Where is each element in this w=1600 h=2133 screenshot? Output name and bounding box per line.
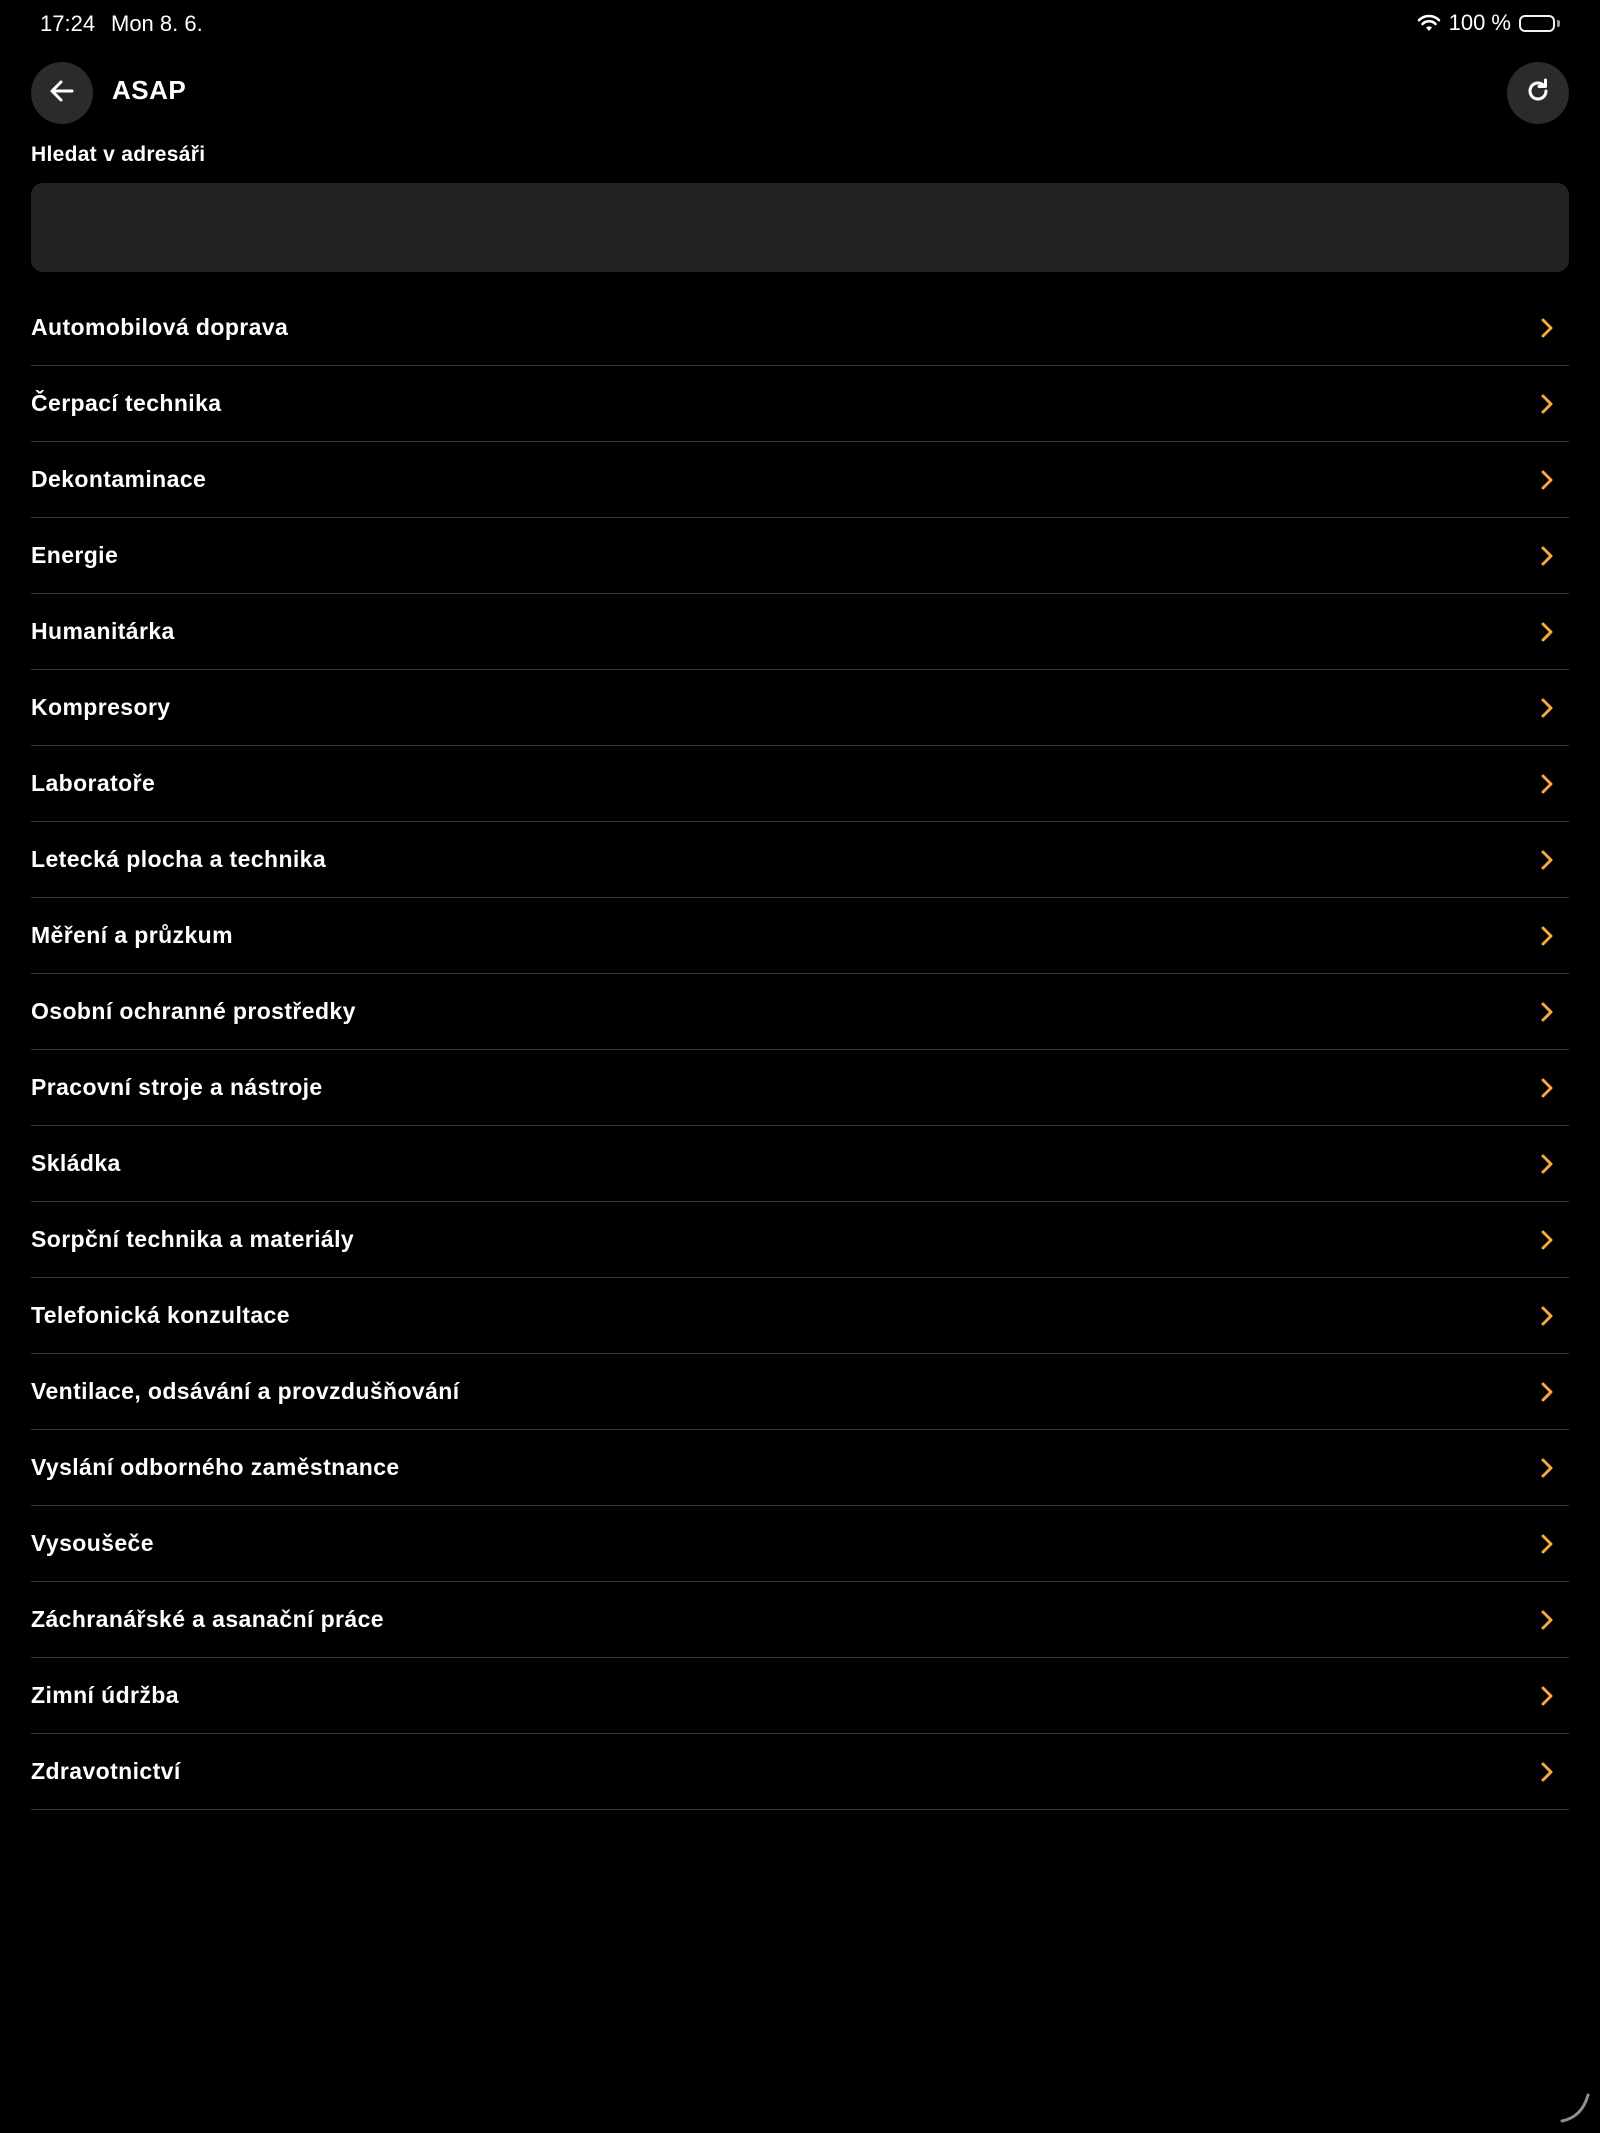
back-button[interactable]: [31, 62, 93, 124]
category-item[interactable]: [31, 1050, 1569, 1126]
category-label: Vyslání odborného zaměstnance: [31, 1454, 400, 1480]
chevron-right-icon: [1537, 926, 1557, 946]
category-label: Zdravotnictví: [31, 1758, 181, 1784]
category-label: Záchranářské a asanační práce: [31, 1606, 384, 1632]
refresh-button[interactable]: [1507, 62, 1569, 124]
category-item[interactable]: [31, 594, 1569, 670]
category-label: Vysoušeče: [31, 1530, 154, 1556]
search-label: Hledat v adresáři: [31, 143, 206, 166]
category-item[interactable]: [31, 974, 1569, 1050]
category-label: Sorpční technika a materiály: [31, 1226, 355, 1252]
category-item[interactable]: [31, 1202, 1569, 1278]
category-item[interactable]: [31, 746, 1569, 822]
category-item[interactable]: [31, 1582, 1569, 1658]
wifi-icon: [1417, 14, 1441, 32]
category-label: Osobní ochranné prostředky: [31, 998, 356, 1024]
battery-percentage: 100 %: [1448, 10, 1511, 35]
category-label: Kompresory: [31, 694, 171, 720]
arrow-left-icon: [48, 77, 76, 110]
page-title: ASAP: [112, 75, 187, 105]
chevron-right-icon: [1537, 318, 1557, 338]
category-item[interactable]: [31, 670, 1569, 746]
status-bar: [0, 0, 1600, 50]
status-date: Mon 8. 6.: [111, 11, 203, 36]
category-label: Ventilace, odsávání a provzdušňování: [31, 1378, 460, 1404]
chevron-right-icon: [1537, 622, 1557, 642]
category-label: Měření a průzkum: [31, 922, 233, 948]
chevron-right-icon: [1537, 1458, 1557, 1478]
category-label: Energie: [31, 542, 119, 568]
category-label: Humanitárka: [31, 618, 175, 644]
status-indicators: [1417, 10, 1560, 36]
chevron-right-icon: [1537, 1078, 1557, 1098]
category-label: Telefonická konzultace: [31, 1302, 290, 1328]
battery-icon: [1519, 15, 1560, 32]
category-label: Letecká plocha a technika: [31, 846, 327, 872]
chevron-right-icon: [1537, 850, 1557, 870]
category-item[interactable]: [31, 1658, 1569, 1734]
chevron-right-icon: [1537, 470, 1557, 490]
category-item[interactable]: [31, 1278, 1569, 1354]
category-item[interactable]: [31, 290, 1569, 366]
search-input[interactable]: [31, 183, 1569, 272]
chevron-right-icon: [1537, 394, 1557, 414]
chevron-right-icon: [1537, 1762, 1557, 1782]
category-item[interactable]: [31, 366, 1569, 442]
navigation-header: [31, 62, 1569, 124]
refresh-icon: [1524, 77, 1552, 110]
category-item[interactable]: [31, 898, 1569, 974]
chevron-right-icon: [1537, 1610, 1557, 1630]
chevron-right-icon: [1537, 1002, 1557, 1022]
category-item[interactable]: [31, 822, 1569, 898]
category-label: Pracovní stroje a nástroje: [31, 1074, 323, 1100]
chevron-right-icon: [1537, 1534, 1557, 1554]
category-item[interactable]: [31, 1126, 1569, 1202]
status-time: 17:24: [40, 11, 96, 36]
category-item[interactable]: [31, 1430, 1569, 1506]
category-label: Čerpací technika: [31, 390, 222, 416]
chevron-right-icon: [1537, 1686, 1557, 1706]
category-item[interactable]: [31, 442, 1569, 518]
chevron-right-icon: [1537, 1306, 1557, 1326]
category-item[interactable]: [31, 1354, 1569, 1430]
category-list: [31, 290, 1569, 1810]
chevron-right-icon: [1537, 1382, 1557, 1402]
resize-handle[interactable]: [1558, 2091, 1592, 2125]
category-label: Dekontaminace: [31, 466, 207, 492]
chevron-right-icon: [1537, 546, 1557, 566]
chevron-right-icon: [1537, 1230, 1557, 1250]
category-label: Skládka: [31, 1150, 121, 1176]
category-item[interactable]: [31, 1734, 1569, 1810]
category-item[interactable]: [31, 518, 1569, 594]
chevron-right-icon: [1537, 774, 1557, 794]
category-item[interactable]: [31, 1506, 1569, 1582]
chevron-right-icon: [1537, 698, 1557, 718]
chevron-right-icon: [1537, 1154, 1557, 1174]
category-label: Automobilová doprava: [31, 314, 289, 340]
category-label: Laboratoře: [31, 770, 156, 796]
category-label: Zimní údržba: [31, 1682, 179, 1708]
